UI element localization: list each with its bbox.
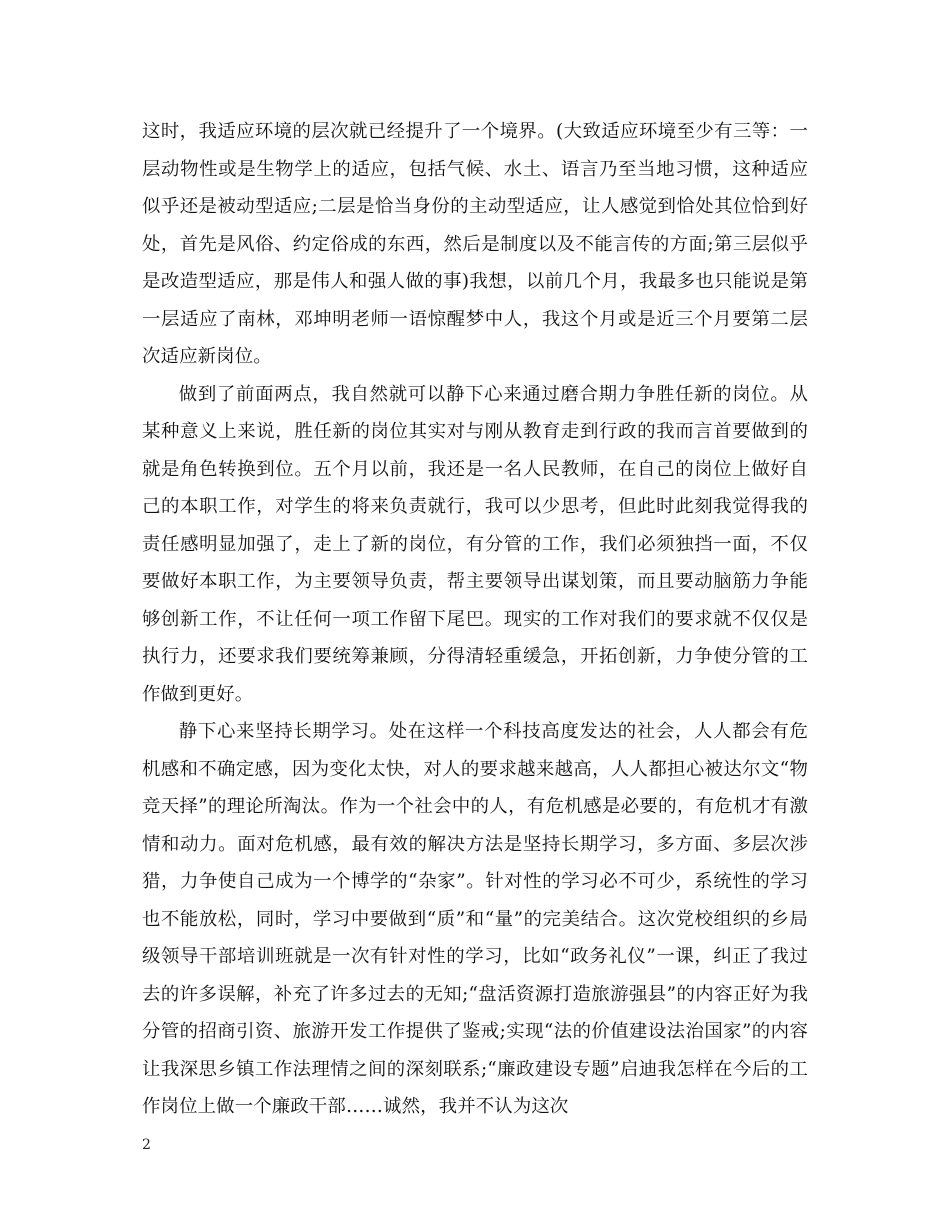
paragraph-2: 做到了前面两点，我自然就可以静下心来通过磨合期力争胜任新的岗位。从某种意义上来说，胜任新的岗位其实对与刚从教育走到行政的我而言首要做到的就是角色转换到位。五个月以前，我还是一名人民教师，在自己的岗位上做好自己的本职工作，对学生的将来负责就行，我可以少思考，但此时此刻我觉得我的责任感明显加强了，走上了新的岗位，有分管的工作，我们必须独挡一面，不仅要做好本职工作，为主要领导负责，帮主要领导出谋划策，而且要动脑筋力争能够创新工作，不让任何一项工作留下尾巴。现实的工作对我们的要求就不仅仅是执行力，还要求我们要统筹兼顾，分得清轻重缓急，开拓创新，力争使分管的工作做到更好。 <box>142 383 808 705</box>
paragraph-3: 静下心来坚持长期学习。处在这样一个科技高度发达的社会，人人都会有危机感和不确定感，因为变化太快，对人的要求越来越高，人人都担心被达尔文“物竞天择”的理论所淘汰。作为一个社会中的人，有危机感是必要的，有危机才有激情和动力。面对危机感，最有效的解决方法是坚持长期学习，多方面、多层次涉猎，力争使自己成为一个博学的“杂家”。针对性的学习必不可少，系统性的学习也不能放松，同时，学习中要做到“质”和“量”的完美结合。这次党校组织的乡局级领导干部培训班就是一次有针对性的学习，比如“政务礼仪”一课，纠正了我过去的许多误解，补充了许多过去的无知;“盘活资源打造旅游强县”的内容正好为我分管的招商引资、旅游开发工作提供了鉴戒;实现“法的价值建设法治国家”的内容让我深思乡镇工作法理情之间的深刻联系;“廉政建设专题”启迪我怎样在今后的工作岗位上做一个廉政干部……诚然，我并不认为这次 <box>142 721 808 1117</box>
document-body <box>142 113 808 1126</box>
page-number: 2 <box>142 1137 151 1153</box>
paragraph-1: 这时，我适应环境的层次就已经提升了一个境界。(大致适应环境至少有三等：一层动物性或是生物学上的适应，包括气候、水土、语言乃至当地习惯，这种适应似乎还是被动型适应;二层是恰当身份的主动型适应，让人感觉到恰处其位恰到好处，首先是风俗、约定俗成的东西，然后是制度以及不能言传的方面;第三层似乎是改造型适应，那是伟人和强人做的事)我想，以前几个月，我最多也只能说是第一层适应了南林，邓坤明老师一语惊醒梦中人，我这个月或是近三个月要第二层次适应新岗位。 <box>142 121 808 367</box>
